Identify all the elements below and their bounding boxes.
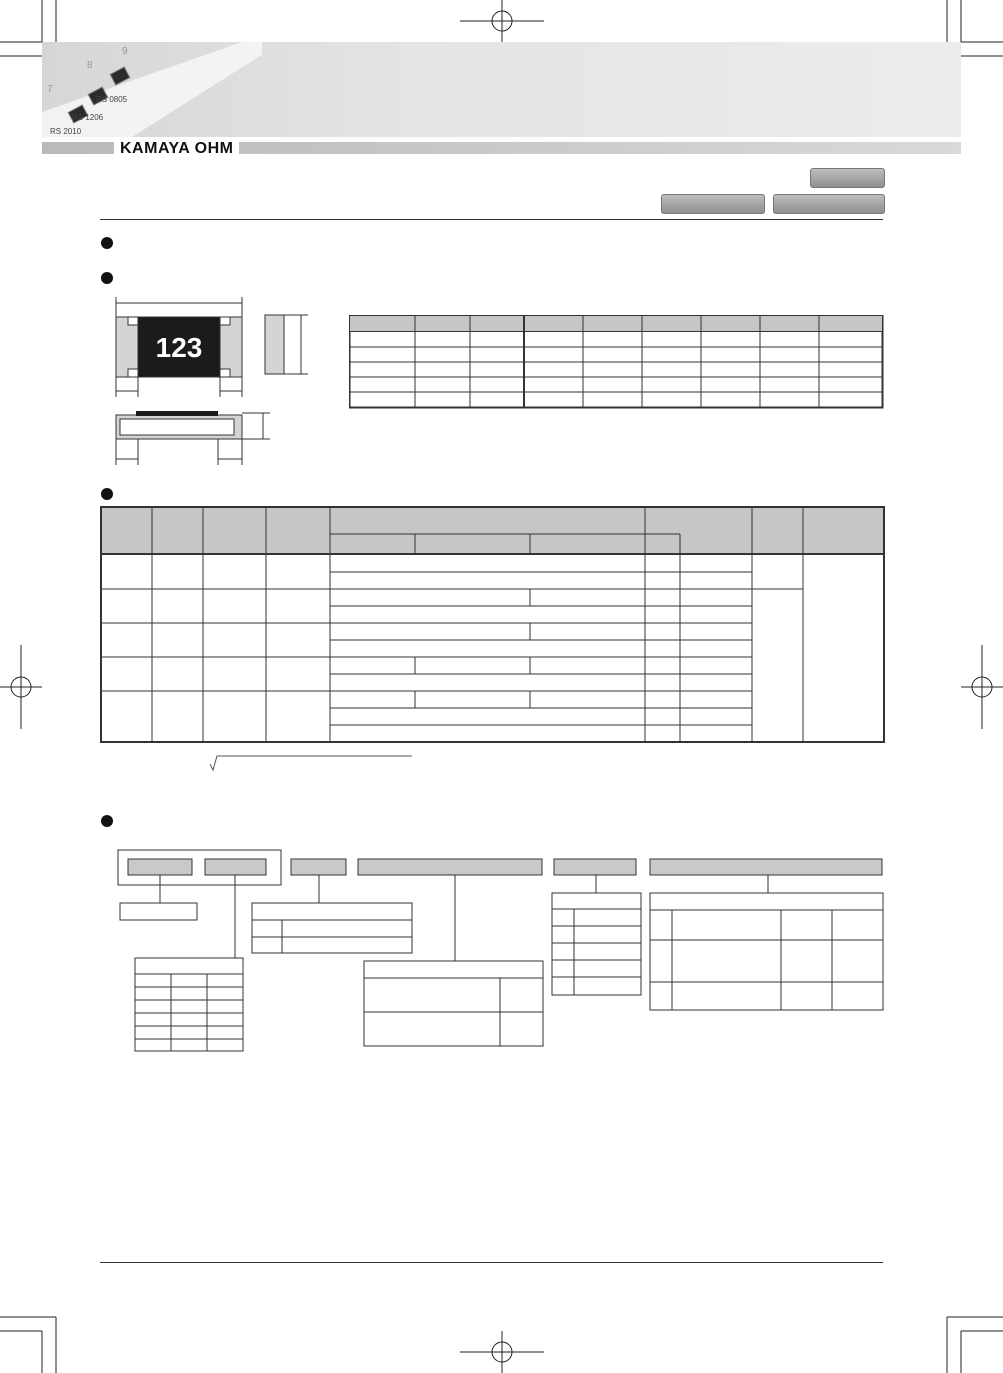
section-bullet-dimensions [101,272,113,284]
sqrt-note [208,754,414,774]
title-rule [100,219,883,220]
dimension-table [349,315,885,411]
section-bullet-part-numbering [101,815,113,827]
part-number-diagram [115,846,887,1056]
section-bullet-ratings [101,488,113,500]
chip-print-2: RS 0805 [96,95,128,104]
ruler-digit-2: 9 [122,46,128,57]
series-tag-1 [661,194,765,214]
ruler-digit-1: 8 [87,60,93,71]
section-bullet-features [101,237,113,249]
ruler-digit-0: 7 [47,84,53,95]
footer-rule [100,1262,883,1263]
chip-marking: 123 [155,332,203,363]
brand-logo: KAMAYA OHM [114,139,239,159]
chip-print-1: RS 1206 [72,113,104,122]
banner-photo [42,42,262,137]
ratings-table [100,506,886,746]
dimension-drawing [108,295,328,470]
series-tag-2 [773,194,885,214]
chip-print-0: RS 2010 [50,127,82,136]
category-tag [810,168,885,188]
